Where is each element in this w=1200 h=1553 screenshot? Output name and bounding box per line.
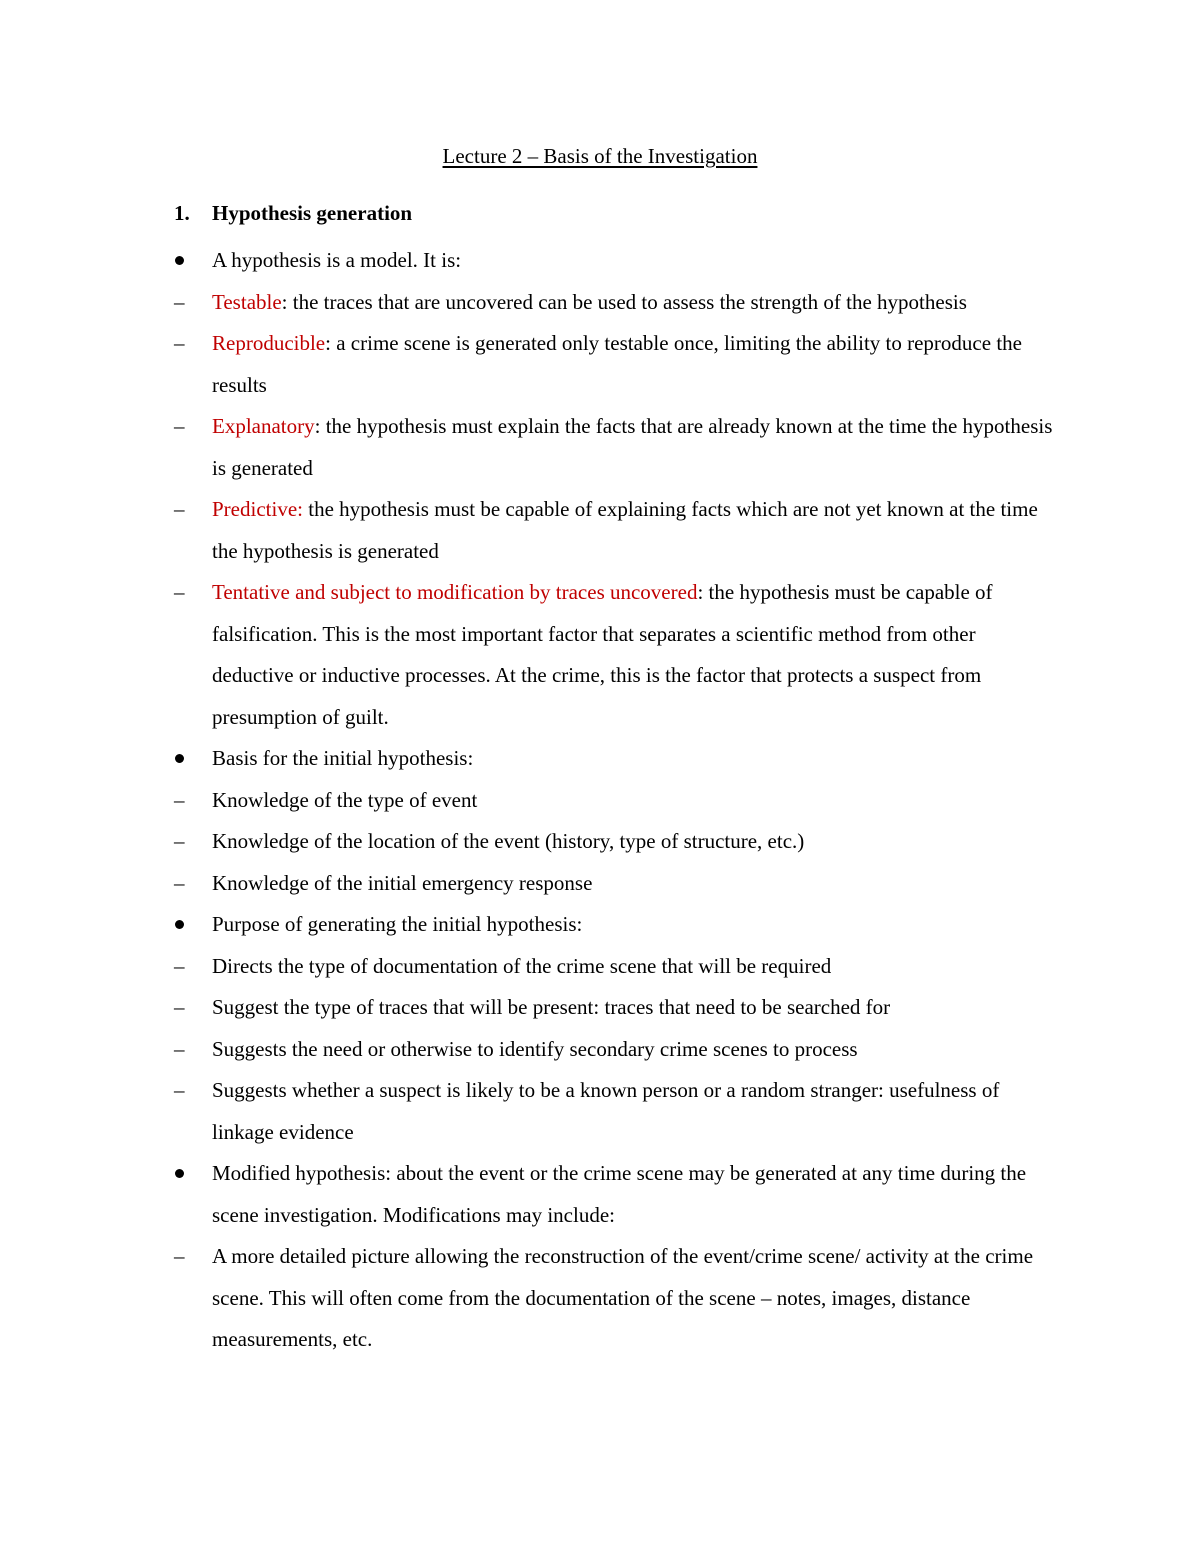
section-number: 1. — [174, 201, 190, 225]
item-text: A hypothesis is a model. It is: — [212, 248, 462, 272]
dash-marker: – — [174, 497, 185, 521]
dash-item — [0, 1029, 1200, 1071]
dash-marker: – — [174, 331, 185, 355]
term-label: Tentative and subject to modification by traces uncovered — [212, 580, 698, 604]
item-text: Suggests the need or otherwise to identify secondary crime scenes to process — [212, 1036, 858, 1061]
item-text: : the traces that are uncovered can be used to assess the strength of the hypothesis — [281, 289, 967, 314]
item-text: Suggests whether a suspect is likely to be a known person or a random stranger: usefulness of linkage evidence — [212, 1078, 1000, 1144]
item-text: Modified hypothesis: about the event or the crime scene may be generated at any time during the scene investigation. Modifications may include: — [212, 1161, 1027, 1227]
term-label: Reproducible — [212, 331, 326, 355]
dash-marker: – — [174, 580, 185, 604]
dash-marker: – — [174, 289, 185, 314]
bullet-icon — [175, 754, 184, 763]
dash-item — [0, 821, 1200, 863]
item-text: Basis for the initial hypothesis: — [212, 746, 474, 770]
item-text: Directs the type of documentation of the crime scene that will be required — [212, 953, 832, 978]
dash-marker: – — [174, 995, 185, 1019]
term-label: Explanatory — [212, 414, 315, 438]
dash-item — [0, 987, 1200, 1029]
item-text: Suggest the type of traces that will be present: traces that need to be searched for — [212, 995, 891, 1019]
dash-marker: – — [174, 1078, 185, 1102]
term-label: Testable — [212, 289, 282, 314]
dash-item — [0, 863, 1200, 905]
dash-marker: – — [174, 1244, 185, 1268]
dash-marker: – — [174, 414, 185, 438]
item-text: Knowledge of the initial emergency response — [212, 870, 593, 895]
item-text: Purpose of generating the initial hypothesis: — [212, 912, 583, 936]
dash-item — [0, 946, 1200, 988]
item-text: : the hypothesis must be capable of falsification. This is the most important factor that separates a scientific method from other deductive or inductive processes. At the crime, this is the factor that protects a suspect from presumption of guilt. — [212, 580, 993, 729]
dash-item — [0, 572, 1200, 738]
term-label: Predictive: — [212, 497, 303, 521]
section-title: Hypothesis generation — [212, 201, 413, 225]
dash-item — [0, 323, 1200, 406]
dash-marker: – — [174, 787, 185, 812]
dash-item — [0, 1070, 1200, 1153]
bullet-icon — [175, 920, 184, 929]
item-text: Knowledge of the type of event — [212, 787, 478, 812]
bullet-icon — [175, 1169, 184, 1178]
bullet-item — [0, 738, 1200, 780]
bullet-item — [0, 904, 1200, 946]
dash-marker: – — [174, 953, 185, 978]
dash-marker: – — [174, 1036, 185, 1061]
document-body — [0, 240, 1200, 1361]
item-text: Knowledge of the location of the event (history, type of structure, etc.) — [212, 829, 805, 853]
dash-item — [0, 406, 1200, 489]
dash-marker: – — [174, 870, 185, 895]
dash-item — [0, 489, 1200, 572]
dash-item — [0, 780, 1200, 822]
dash-marker: – — [174, 829, 185, 853]
bullet-item — [0, 1153, 1200, 1236]
section-heading — [174, 198, 412, 228]
page-title — [0, 141, 1200, 171]
item-text: : a crime scene is generated only testable once, limiting the ability to reproduce the results — [212, 331, 1022, 397]
dash-item — [0, 1236, 1200, 1361]
bullet-item — [0, 240, 1200, 282]
item-text: A more detailed picture allowing the reconstruction of the event/crime scene/ activity at the crime scene. This will often come from the documentation of the scene – notes, images, distance measurements, etc. — [212, 1244, 1034, 1351]
bullet-icon — [175, 256, 184, 265]
dash-item — [0, 282, 1200, 324]
title-text: Lecture 2 – Basis of the Investigation — [442, 144, 758, 168]
item-text: the hypothesis must be capable of explaining facts which are not yet known at the time the hypothesis is generated — [212, 497, 1038, 563]
item-text: : the hypothesis must explain the facts that are already known at the time the hypothesis is generated — [212, 414, 1053, 480]
